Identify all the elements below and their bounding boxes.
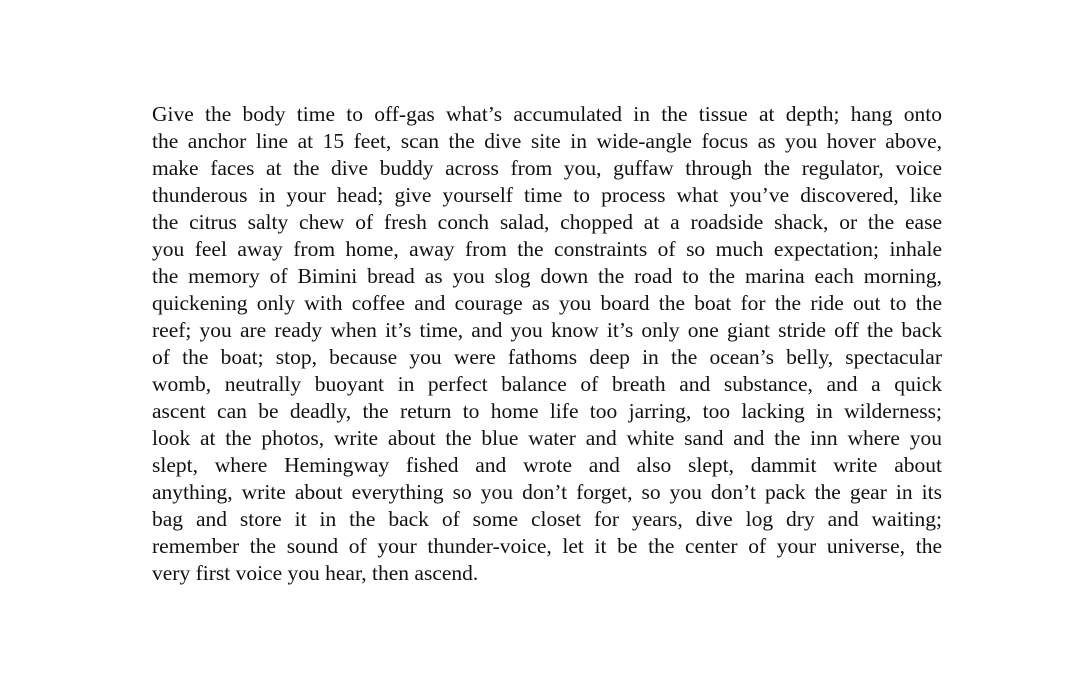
- paragraph-line: thunderous in your head; give yourself time to process what you’ve discovered, like: [152, 183, 942, 207]
- paragraph-line: Give the body time to off-gas what’s accumulated in the tissue at depth; hang onto: [152, 102, 942, 126]
- paragraph-line: quickening only with coffee and courage as you board the boat for the ride out to the: [152, 291, 942, 315]
- paragraph-line: the anchor line at 15 feet, scan the dive site in wide-angle focus as you hover above,: [152, 129, 942, 153]
- paragraph-line: remember the sound of your thunder-voice, let it be the center of your universe, the: [152, 534, 942, 558]
- paragraph-line: very first voice you hear, then ascend.: [152, 561, 479, 585]
- paragraph-line: reef; you are ready when it’s time, and you know it’s only one giant stride off the back: [152, 318, 942, 342]
- paragraph-line: anything, write about everything so you don’t forget, so you don’t pack the gear in its: [152, 480, 942, 504]
- paragraph-line: you feel away from home, away from the constraints of so much expectation; inhale: [152, 237, 942, 261]
- paragraph-line: bag and store it in the back of some closet for years, dive log dry and waiting;: [152, 507, 942, 531]
- paragraph-line: make faces at the dive buddy across from you, guffaw through the regulator, voice: [152, 156, 942, 180]
- paragraph-line: slept, where Hemingway fished and wrote and also slept, dammit write about: [152, 453, 942, 477]
- paragraph-line: the citrus salty chew of fresh conch salad, chopped at a roadside shack, or the ease: [152, 210, 942, 234]
- prose-paragraph: [152, 101, 942, 587]
- paragraph-line: womb, neutrally buoyant in perfect balance of breath and substance, and a quick: [152, 372, 942, 396]
- paragraph-line: ascent can be deadly, the return to home life too jarring, too lacking in wilderness;: [152, 399, 942, 423]
- paragraph-line: the memory of Bimini bread as you slog down the road to the marina each morning,: [152, 264, 942, 288]
- paragraph-line: of the boat; stop, because you were fathoms deep in the ocean’s belly, spectacular: [152, 345, 942, 369]
- paragraph-line: look at the photos, write about the blue water and white sand and the inn where you: [152, 426, 942, 450]
